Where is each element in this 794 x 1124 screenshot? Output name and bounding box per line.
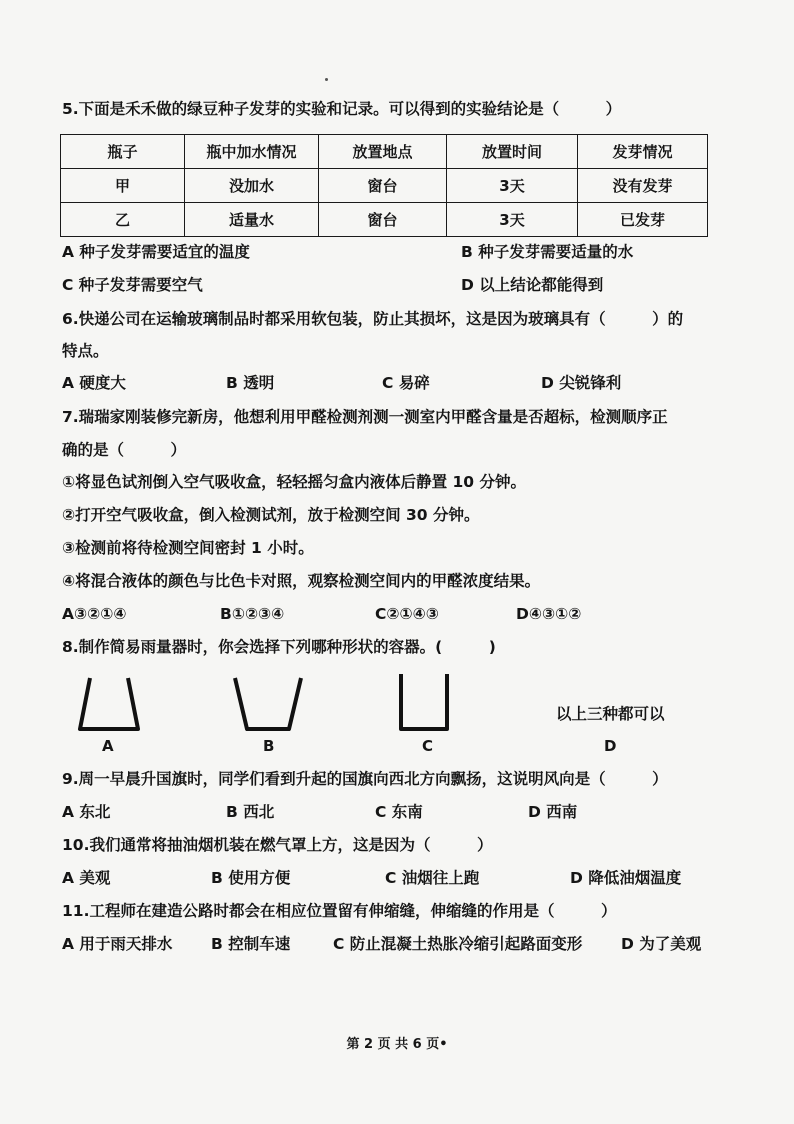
- table-header-cell: 发芽情况: [578, 135, 708, 169]
- q10-option-d: D 降低油烟温度: [570, 869, 682, 887]
- figure-label-d: D: [604, 737, 617, 755]
- q7-step-3: ③检测前将待检测空间密封 1 小时。: [62, 539, 314, 557]
- table-cell: 窗台: [319, 169, 447, 203]
- q11-option-d: D 为了美观: [621, 935, 702, 953]
- q5-option-c: C 种子发芽需要空气: [62, 276, 203, 294]
- q10-option-c: C 油烟往上跑: [385, 869, 480, 887]
- table-cell: 乙: [61, 203, 185, 237]
- question-8-stem: 8.制作简易雨量器时，你会选择下列哪种形状的容器。( ): [62, 638, 496, 656]
- figure-label-a: A: [102, 737, 114, 755]
- question-5-stem: 5.下面是禾禾做的绿豆种子发芽的实验和记录。可以得到的实验结论是（ ）: [62, 100, 622, 118]
- q7-step-2: ②打开空气吸收盒，倒入检测试剂，放于检测空间 30 分钟。: [62, 506, 480, 524]
- table-header-row: [61, 135, 708, 169]
- page-number-footer: 第 2 页 共 6 页•: [346, 1037, 448, 1052]
- q7-step-1: ①将显色试剂倒入空气吸收盒，轻轻摇匀盒内液体后静置 10 分钟。: [62, 473, 526, 491]
- table-cell: 窗台: [319, 203, 447, 237]
- q10-option-a: A 美观: [62, 869, 111, 887]
- q5-option-b: B 种子发芽需要适量的水: [461, 243, 634, 261]
- q7-option-a: A③②①④: [62, 605, 127, 623]
- container-b-figure: [230, 675, 306, 733]
- scan-speck: [325, 78, 328, 81]
- q9-option-b: B 西北: [226, 803, 275, 821]
- question-11-stem: 11.工程师在建造公路时都会在相应位置留有伸缩缝，伸缩缝的作用是（ ）: [62, 902, 617, 920]
- table-header-cell: 放置地点: [319, 135, 447, 169]
- q7-option-d: D④③①②: [516, 605, 582, 623]
- q7-option-b: B①②③④: [220, 605, 285, 623]
- q6-option-b: B 透明: [226, 374, 275, 392]
- q9-option-c: C 东南: [375, 803, 423, 821]
- table-cell: 甲: [61, 169, 185, 203]
- q6-option-d: D 尖锐锋利: [541, 374, 622, 392]
- question-6-stem: 6.快递公司在运输玻璃制品时都采用软包装，防止其损坏，这是因为玻璃具有（ ）的: [62, 310, 684, 328]
- table-cell: 3天: [447, 169, 578, 203]
- table-cell: 已发芽: [578, 203, 708, 237]
- container-a-figure: [74, 675, 146, 733]
- table-cell: 没加水: [185, 169, 319, 203]
- q5-option-a: A 种子发芽需要适宜的温度: [62, 243, 250, 261]
- q11-option-b: B 控制车速: [211, 935, 291, 953]
- q10-option-b: B 使用方便: [211, 869, 291, 887]
- table-cell: 3天: [447, 203, 578, 237]
- experiment-table: [60, 134, 708, 237]
- figure-label-c: C: [422, 737, 434, 755]
- table-cell: 适量水: [185, 203, 319, 237]
- table-row: [61, 203, 708, 237]
- table-header-cell: 放置时间: [447, 135, 578, 169]
- q6-option-c: C 易碎: [382, 374, 430, 392]
- question-6-stem-cont: 特点。: [62, 342, 109, 360]
- table-header-cell: 瓶子: [61, 135, 185, 169]
- q7-step-4: ④将混合液体的颜色与比色卡对照，观察检测空间内的甲醛浓度结果。: [62, 572, 541, 590]
- table-cell: 没有发芽: [578, 169, 708, 203]
- question-7-stem-cont: 确的是（ ）: [62, 441, 187, 459]
- container-d-text: 以上三种都可以: [556, 705, 665, 723]
- question-10-stem: 10.我们通常将抽油烟机装在燃气罩上方，这是因为（ ）: [62, 836, 493, 854]
- container-c-figure: [394, 671, 454, 733]
- q9-option-d: D 西南: [528, 803, 578, 821]
- q9-option-a: A 东北: [62, 803, 111, 821]
- q11-option-c: C 防止混凝土热胀冷缩引起路面变形: [333, 935, 583, 953]
- q5-option-d: D 以上结论都能得到: [461, 276, 604, 294]
- figure-label-b: B: [263, 737, 275, 755]
- table-row: [61, 169, 708, 203]
- q7-option-c: C②①④③: [375, 605, 439, 623]
- table-header-cell: 瓶中加水情况: [185, 135, 319, 169]
- question-7-stem: 7.瑞瑞家刚装修完新房，他想利用甲醛检测剂测一测室内甲醛含量是否超标，检测顺序正: [62, 408, 668, 426]
- question-9-stem: 9.周一早晨升国旗时，同学们看到升起的国旗向西北方向飘扬，这说明风向是（ ）: [62, 770, 668, 788]
- q6-option-a: A 硬度大: [62, 374, 126, 392]
- q11-option-a: A 用于雨天排水: [62, 935, 173, 953]
